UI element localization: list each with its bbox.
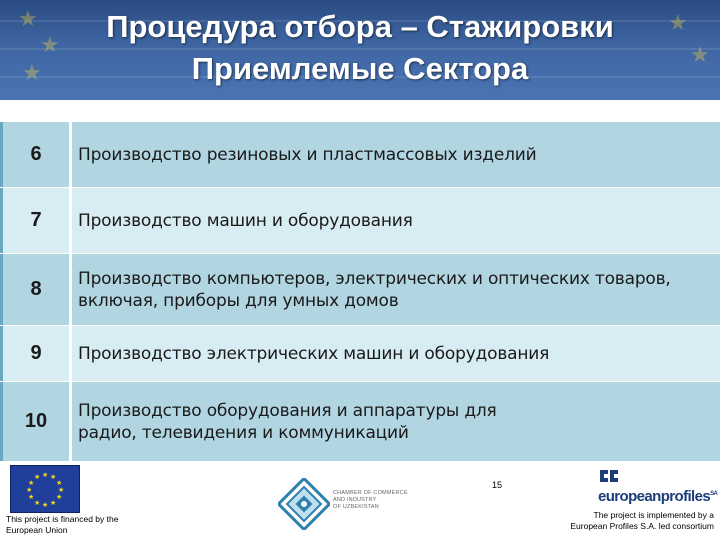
header-star-icon: ★ — [40, 32, 60, 57]
eu-flag-icon: ★ ★ ★ ★ ★ ★ ★ ★ ★ ★ ★ ★ — [10, 465, 80, 513]
financed-by-text — [6, 514, 166, 536]
row-sector-text: Производство резиновых и пластмассовых изделий — [78, 144, 537, 165]
header-star-icon: ★ — [690, 42, 710, 67]
chamber-of-commerce-logo — [278, 478, 330, 530]
row-sector-text: Производство оборудования и аппаратуры для радио, телевидения и коммуникаций — [78, 400, 497, 443]
chamber-line1: CHAMBER OF COMMERCE — [333, 490, 408, 496]
table-row — [0, 254, 720, 326]
row-sector-text: Производство компьютеров, электрических и оптических товаров, включая, приборы для умных домов — [78, 268, 671, 311]
european-profiles-wordmark — [598, 488, 717, 505]
slide-title-line2: Приемлемые Сектора — [191, 51, 529, 86]
sectors-table — [0, 122, 720, 462]
table-row — [0, 326, 720, 382]
slide-title — [0, 6, 720, 90]
chamber-line2: AND INDUSTRY — [333, 497, 377, 503]
financed-line1: This project is financed by the — [6, 514, 119, 524]
implemented-line2: European Profiles S.A. led consortium — [570, 521, 714, 531]
chamber-name-text — [333, 490, 443, 511]
financed-line2: European Union — [6, 525, 68, 535]
slide-title-line1: Процедура отбора – Стажировки — [106, 9, 614, 44]
row-number: 10 — [0, 382, 72, 461]
implemented-by-text — [530, 510, 714, 532]
row-number: 6 — [0, 122, 72, 187]
header-spacer — [0, 100, 720, 122]
table-row — [0, 382, 720, 462]
header-star-icon: ★ — [18, 6, 38, 31]
row-number: 9 — [0, 326, 72, 381]
header-star-icon: ★ — [22, 60, 42, 85]
row-sector-text: Производство электрических машин и оборудования — [78, 343, 550, 364]
ep-wordmark-text: europeanprofiles — [598, 488, 711, 505]
table-row — [0, 122, 720, 188]
header-star-icon: ★ — [668, 10, 688, 35]
page-number: 15 — [491, 480, 502, 490]
slide-header — [0, 0, 720, 100]
ep-wordmark-suffix: SA — [710, 491, 718, 497]
row-number: 8 — [0, 254, 72, 325]
row-sector-text: Производство машин и оборудования — [78, 210, 413, 231]
row-number: 7 — [0, 188, 72, 253]
table-row — [0, 188, 720, 254]
chamber-line3: OF UZBEKISTAN — [333, 504, 379, 510]
implemented-line1: The project is implemented by a — [593, 510, 714, 520]
